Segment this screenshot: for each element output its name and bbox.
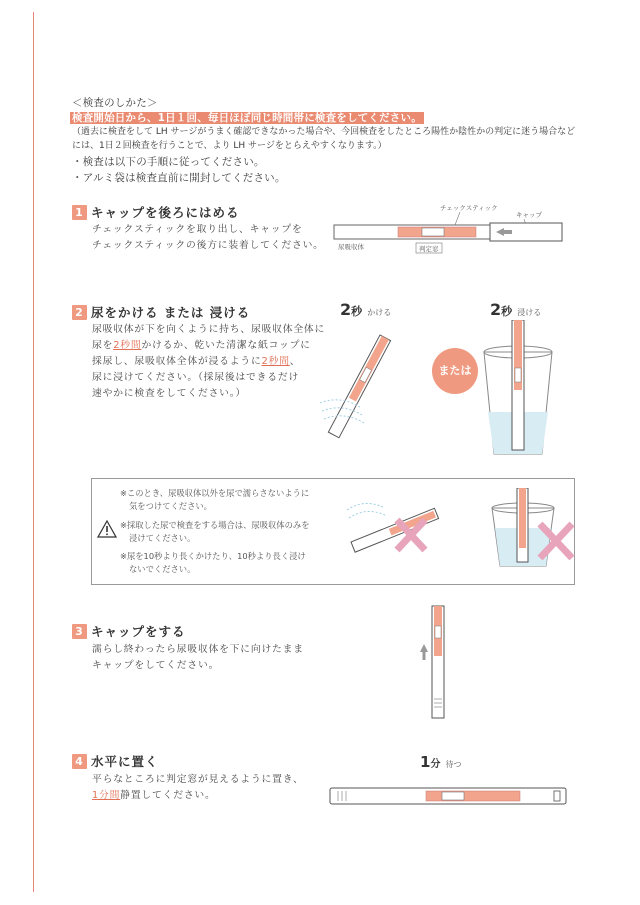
step1-title: 1 キャップを後ろにはめる (72, 203, 240, 221)
warning-icon (97, 520, 117, 538)
step4-line2: 1分間静置してください。 (92, 790, 216, 801)
result-window (422, 228, 444, 236)
label-check-stick: チェックスティック (440, 204, 498, 212)
step2-line2: 尿を2秒間かけるか、乾いた清潔な紙コップに (92, 340, 311, 351)
step1-stick-illustration (330, 198, 580, 260)
label-cap: キャップ (516, 211, 542, 219)
intro-bullet1: ・検査は以下の手順に従ってください。 (72, 156, 265, 168)
intro-heading: ＜検査のしかた＞ (72, 97, 158, 109)
intro-note-line1: （過去に検査をして LH サージがうまく確認できなかった場合や、今回検査をしたところ陽性か陰性かの判定に迷う場合など (72, 127, 576, 137)
step2-title: 2 尿をかける または 浸ける (72, 303, 250, 321)
step3-number: 3 (72, 624, 87, 639)
or-badge: または (432, 348, 478, 394)
intro-bullet2: ・アルミ袋は検査直前に開封してください。 (72, 172, 286, 184)
seconds-dip-label: 2秒 浸ける (490, 300, 542, 319)
warning-1: ※このとき、尿吸収体以外を尿で濡らさないように 気をつけてください。 (120, 488, 310, 511)
step1-number: 1 (72, 205, 87, 220)
step3-stick-illustration (418, 604, 458, 720)
step3-line2: キャップをしてください。 (92, 660, 220, 671)
wrong-dip-illustration (488, 488, 578, 568)
wrong-pour-illustration (345, 490, 445, 560)
step3-title: 3 キャップをする (72, 622, 186, 640)
step2-line4: 尿に浸けてください。（採尿後はできるだけ (92, 372, 300, 383)
wait-label: 1分 待つ (420, 753, 462, 771)
label-absorber: 尿吸収体 (338, 243, 364, 251)
label-window: 判定窓 (419, 245, 439, 253)
intro-note-line2: には、1日２回検査を行うことで、より LH サージをとらえやすくなります。） (72, 141, 387, 151)
seconds-pour-label: 2秒 かける (340, 300, 392, 319)
step4-title: 4 水平に置く (72, 752, 159, 770)
step2-line5: 速やかに検査をしてください。） (92, 388, 247, 399)
step1-line1: チェックスティックを取り出し、キャップを (92, 224, 303, 235)
pour-illustration (318, 325, 428, 455)
dip-illustration (478, 320, 558, 460)
step2-line3: 採尿し、尿吸収体全体が浸るように2秒間、 (92, 356, 301, 367)
arrow-up-icon (420, 644, 428, 652)
warning-2: ※採取した尿で検査をする場合は、尿吸収体のみを 浸けてください。 (120, 520, 310, 543)
step2-number: 2 (72, 305, 87, 320)
step1-line2: チェックスティックの後方に装着してください。 (92, 240, 324, 251)
left-margin-line (33, 12, 34, 892)
step2-line1: 尿吸収体が下を向くように持ち、尿吸収体全体に (92, 324, 326, 335)
intro-highlight: 検査開始日から、1日１回、毎日ほぼ同じ時間帯に検査をしてください。 (72, 112, 422, 124)
step4-stick-illustration (326, 782, 576, 810)
step4-number: 4 (72, 754, 87, 769)
warning-3: ※尿を10秒より長くかけたり、10秒より長く浸け ないでください。 (120, 551, 306, 574)
step3-line1: 濡らし終わったら尿吸収体を下に向けたまま (92, 644, 304, 655)
step4-line1: 平らなところに判定窓が見えるように置き、 (92, 774, 304, 785)
